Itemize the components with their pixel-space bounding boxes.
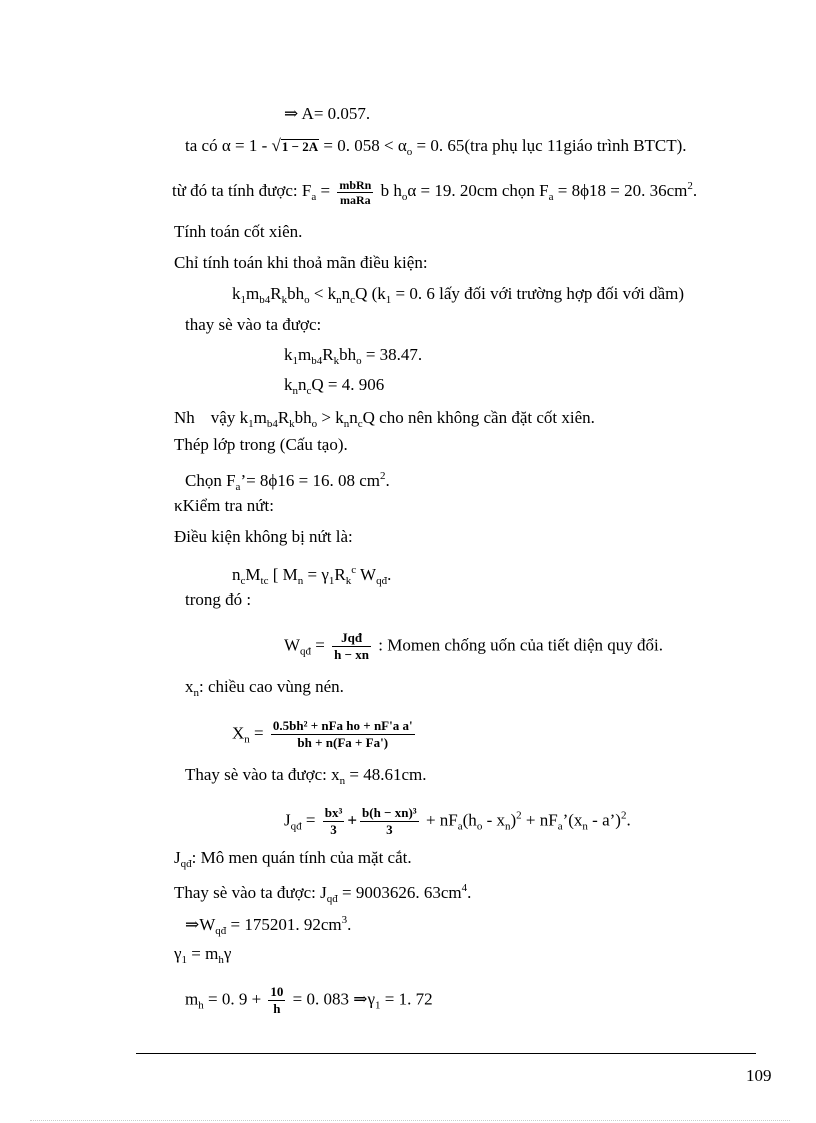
condition-equation: $k_1m_{b4}R_kbh_o < k_nn_cQ$ ($k_1 = 0$. 6 lấy đối với trường hợp đối với dầm) [232, 284, 685, 306]
fraction: $\frac{\text{0.5bh² + nFa ho + nF'a a'}}{bh + n(Fa + Fa')}$ [272, 718, 413, 750]
crack-condition-text: Điều kiện không bị nứt là: [174, 527, 353, 546]
alpha-equation: ta có α = 1 - √1 − 2A = 0. $058 < \alpha_o = 0$. 65(tra phụ lục 11giáo trình BTCT). [185, 136, 687, 158]
trong-do: trong đó : [185, 590, 252, 609]
wqd-result: $\Rightarrow W_{qđ} = 175201$. $92cm^3$. [185, 914, 352, 937]
conclusion-line: Nh vậy $k_1m_{b4}R_kbh_o > k_nn_cQ$ cho nên không cần đặt cốt xiên. [174, 408, 595, 430]
fa-equation: từ đó ta tính được: $F_a$ = $\frac{\text{mbRn}}{\text{maRa}}$ b $h_o\alpha = 19$. 20cm chọn $F_a = 8\phi 18 = 20$. $36cm^2$. [172, 177, 698, 207]
substitute-text-1: thay sè vào ta được: [185, 315, 322, 334]
mh-equation: $m_h = 0$. 9 + $\frac{10}{h}$ = 0. 083 $\Rightarrow\gamma_1 = 1$. 72 [185, 984, 433, 1016]
xn-result: Thay sè vào ta được: $x_n = 48.61cm$. [185, 765, 427, 787]
jqd-formula: $J_{qđ}$ = $\frac{\text{bx³}}{3}$ + $\frac{\text{b(h − xn)³}}{3}$ + $nF_a(h_o - x_n)^2$ + $nF_a’(x_n$ - a’)$^2$. [284, 805, 631, 837]
fraction: $\frac{\text{b(h − xn)³}}{3}$ [362, 805, 417, 837]
wqd-formula: $W_{qđ}$ = $\frac{\text{Jqđ}}{h - xn}$ : Momen chống uốn của tiết diện quy đổi. [284, 630, 663, 662]
fraction: $\frac{\text{bx³}}{3}$ [324, 805, 343, 837]
heading-kiem-tra-nut: κKiểm tra nứt: [174, 496, 274, 515]
footer-rule [136, 1053, 756, 1054]
heading-cot-xien: Tính toán cốt xiên. [174, 222, 303, 241]
heading-thep-lop-trong: Thép lớp trong (Cấu tạo). [174, 435, 348, 454]
condition-text: Chỉ tính toán khi thoả mãn điều kiện: [174, 253, 428, 272]
xn-formula: $X_n$ = $\frac{\text{0.5bh² + nFa ho + nF'a a'}}{bh + n(Fa + Fa')}$ [232, 718, 413, 750]
jqd-result: Thay sè vào ta được: $J_{qđ} = 9003626$. $63cm^4$. [174, 882, 472, 905]
value-knncQ: $k_nn_cQ = 4$. 906 [284, 375, 385, 397]
choose-fa: Chọn $F_a’= 8\phi 16 = 16$. 08 $cm^2$. [185, 470, 390, 493]
xn-definition: $x_n$: chiều cao vùng nén. [185, 677, 344, 699]
jqd-definition: $J_{qđ}$: Mô men quán tính của mặt cắt. [174, 848, 412, 870]
fraction: $\frac{10}{h}$ [270, 984, 284, 1016]
crack-equation: $n_cM_{tc}$ [ $M_n = \gamma_1R_k^c$ $W_{qđ}$. [232, 564, 392, 587]
fraction: $\frac{\text{Jqđ}}{h - xn}$ [334, 630, 370, 662]
page-number: 109 [746, 1066, 772, 1085]
fraction: $\frac{\text{mbRn}}{\text{maRa}}$ [339, 177, 372, 207]
gamma-equation: $\gamma_1 = m_h\gamma$ [174, 944, 232, 966]
page-edge-dots [30, 1120, 790, 1121]
value-k1: $k_1m_{b4}R_kbh_o = 38.47$. [284, 345, 423, 367]
result-A: ⇒ A= 0.057. [284, 104, 371, 123]
